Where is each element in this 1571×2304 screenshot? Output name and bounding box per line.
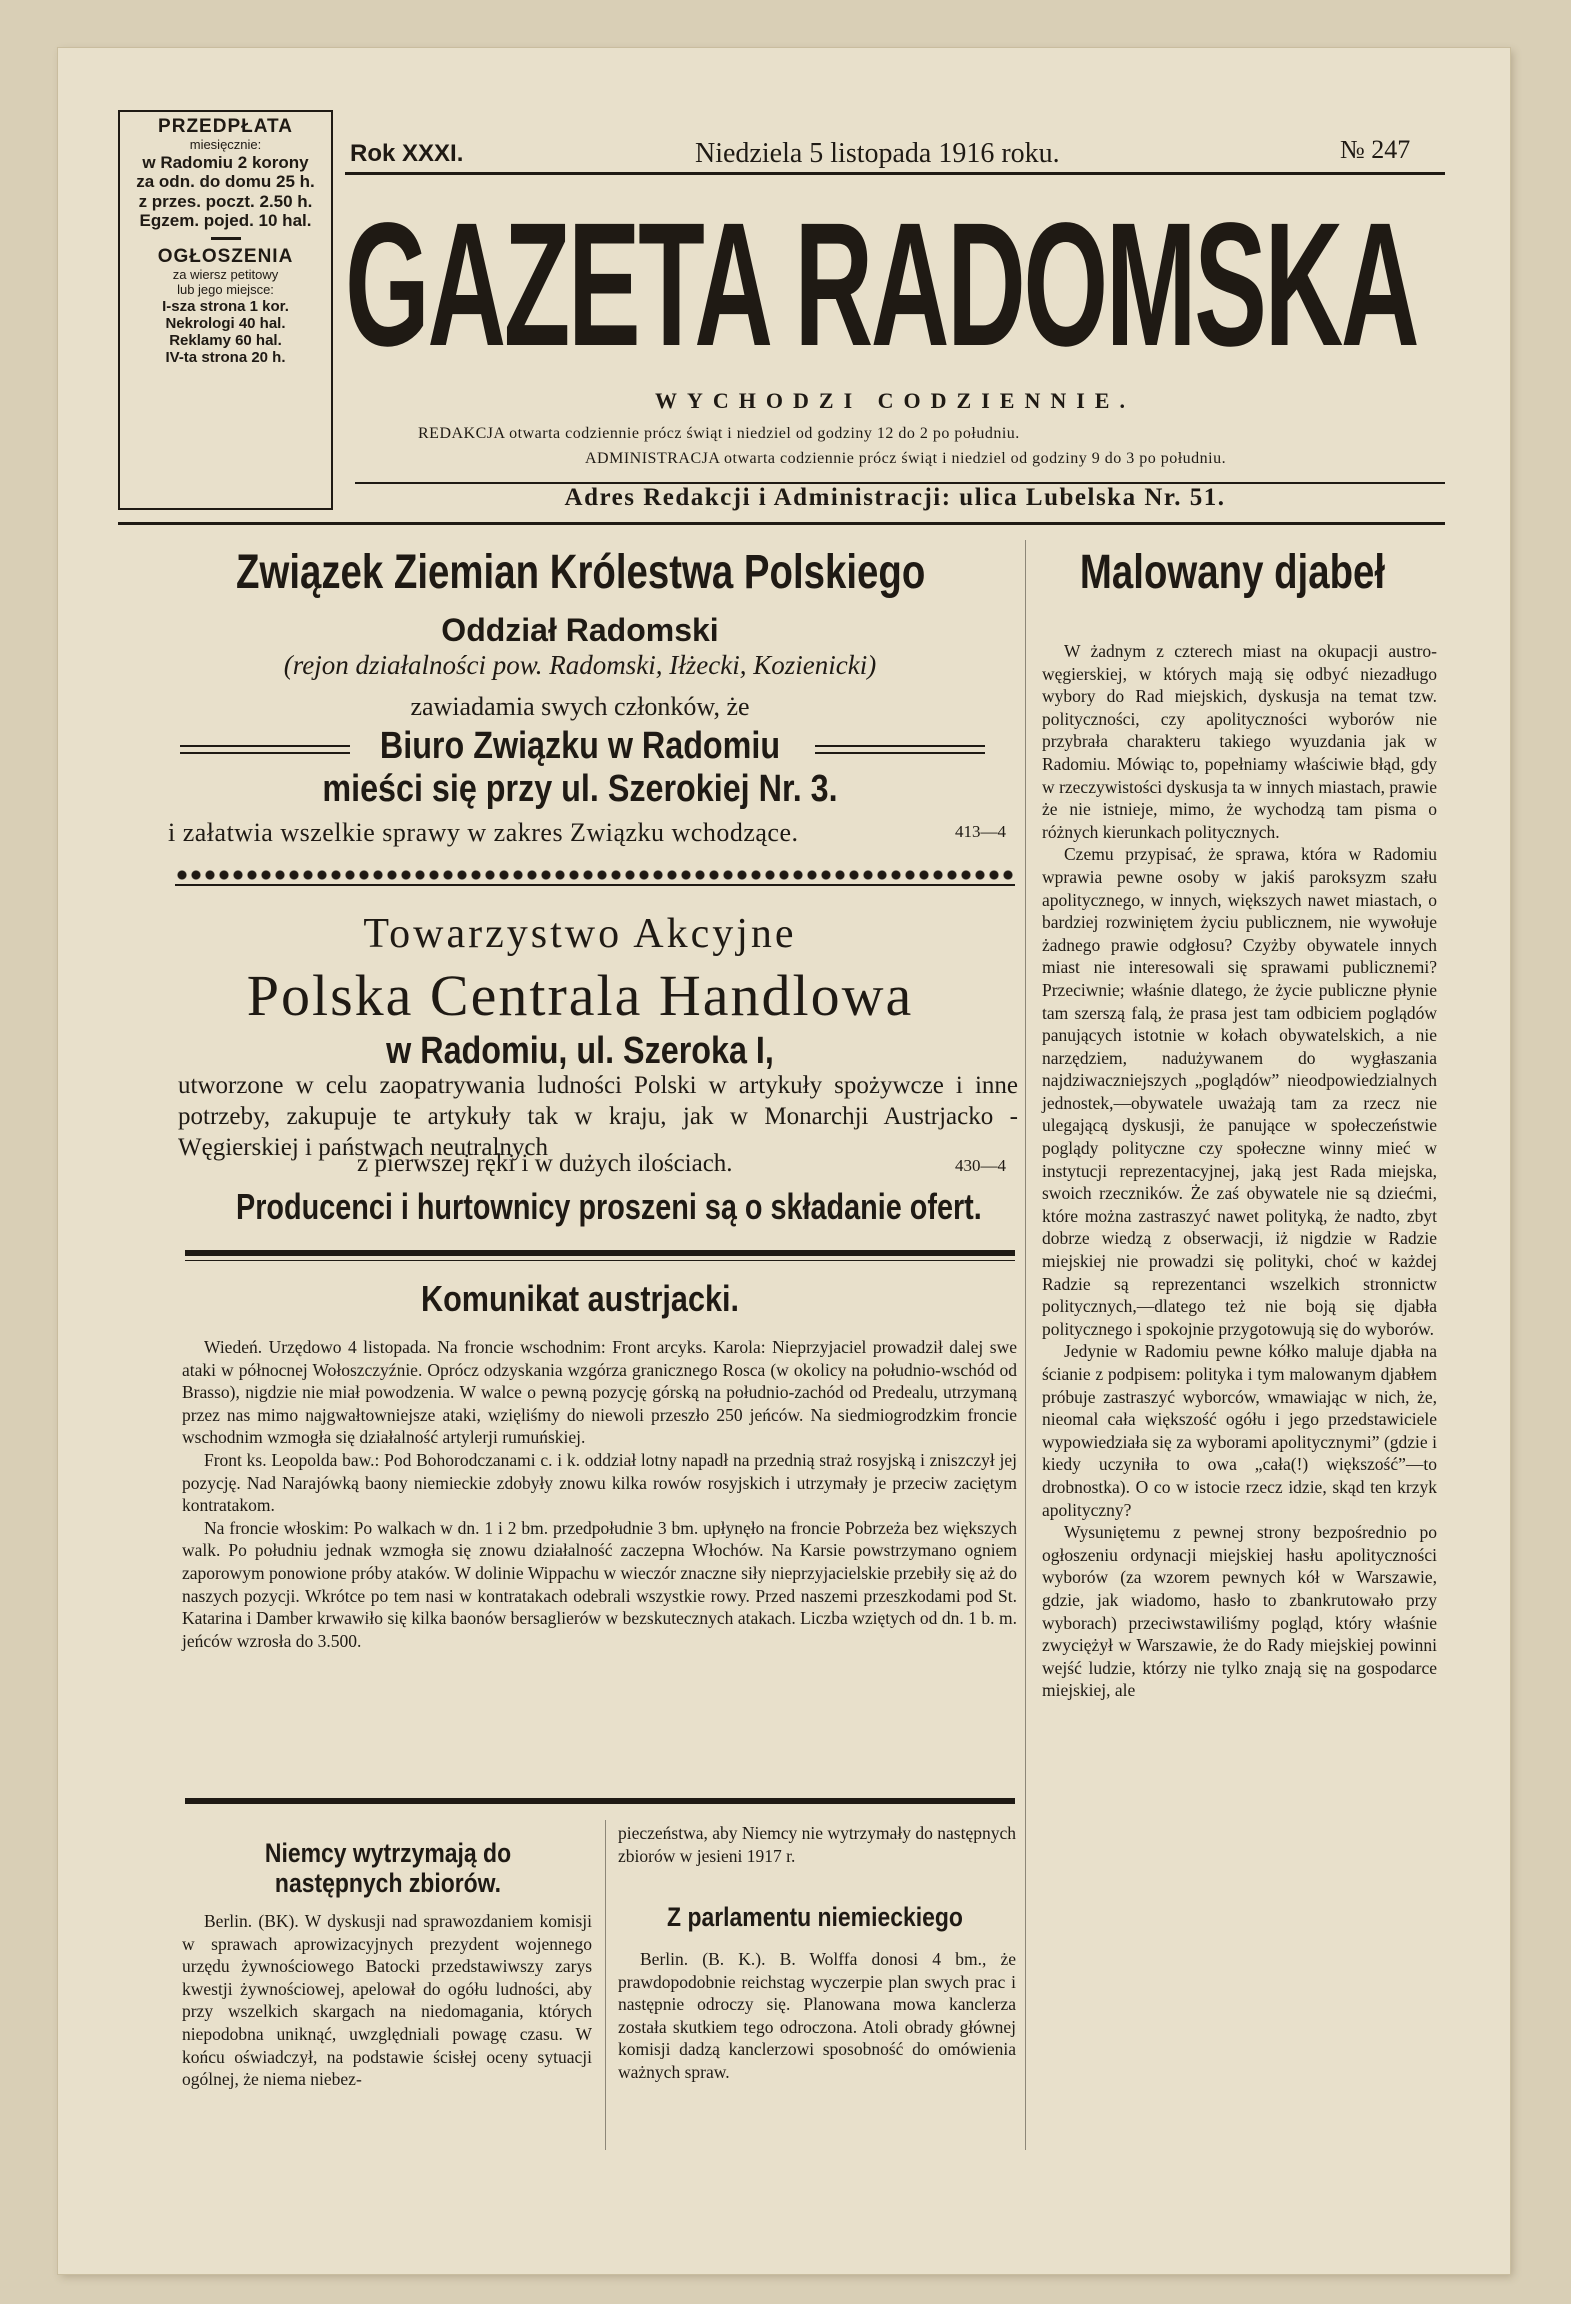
parlament-title: Z parlamentu niemieckiego (667, 1902, 963, 1932)
ad1-line1: zawiadamia swych członków, że (410, 692, 750, 721)
komunikat-paragraph: Wiedeń. Urzędowo 4 listopada. Na froncie wschodnim: Front arcyks. Karola: Nieprzyjaciel prowadził dalej swe ataki w północnej Wołoszczyźnie. Oprócz odzyskania wzgórza granicznego Rosca (w okolicy na południo-wschód od Brasso), nigdzie nie miał powodzenia. W walce o pewną pozycję górską na południo-zachód od Predealu, utrzymaną przez nas mimo najgwałtowniejsze ataki, wzięliśmy do niewoli przeszło 250 jeńców. Na siedmiogrodzkim froncie wschodnim wzmogła się działalność artylerji rumuńskiej. (182, 1337, 1017, 1448)
subscription-line: z przes. poczt. 2.50 h. (138, 191, 313, 211)
niemcy-paragraph: Berlin. (BK). W dyskusji nad sprawozdaniem komisji w sprawach aprowizacyjnych prezydent wojennego urzędu żywnościowego Batocki przedstawiwszy zarys kwestji żywnościowej, apelował do ogółu ludności, aby przy wszelkich skargach na niedomagania, których niepodobna uniknąć, uwzględniali powagę czasu. W końcu oświadczył, na podstawie ścisłej oceny sytuacji ogólnej, że niema niebez- (182, 1911, 592, 2090)
masthead-bottom-rule (118, 522, 1445, 525)
ornament-rule (175, 884, 1015, 886)
ad1-title: Związek Ziemian Królestwa Polskiego (236, 546, 926, 599)
ornamental-border (175, 868, 1015, 882)
malowany-paragraph: Jedynie w Radomiu pewne kółko maluje djabła na ścianie z podpisem: polityka i tym malowanym djabłem próbuje zastraszyć wyborców, wmawiając w nich, że, nieomal cała większość ogółu i jego przedstawiciele wypowiedziała się za wyborami apolitycznymi” (gdzie i kiedy uczyniła to owa „cała(!) większość”—to drobnostka). O co w istocie rzecz idzie, skąd ten krzyk apolityczny? (1042, 1341, 1437, 1520)
subscription-period: miesięcznie: (189, 136, 262, 152)
ad1-line4: i załatwia wszelkie sprawy w zakres Związku wchodzące. (168, 818, 799, 847)
parlament-paragraph: Berlin. (B. K.). B. Wolffa donosi 4 bm., że prawdopodobnie reichstag wyczerpie plan swych prac i następnie odroczy się. Planowana mowa kanclerza została skutkiem tego odroczona. Atoli obrady głównej komisji dadzą kanclerzowi sposobność do omówienia ważnych spraw. (618, 1949, 1016, 2082)
niemcy-continuation: pieczeństwa, aby Niemcy nie wytrzymały do następnych zbiorów w jesieni 1917 r. (618, 1823, 1016, 1866)
subscription-line: Egzem. pojed. 10 hal. (139, 211, 312, 231)
ad1-region: (rejon działalności pow. Radomski, Iłżecki, Kozienicki) (283, 650, 877, 680)
column-divider (1025, 540, 1026, 2150)
masthead-subtitle: WYCHODZI CODZIENNIE. (655, 388, 1135, 413)
malowany-title: Malowany djabeł (1079, 546, 1386, 599)
redakcja-hours: REDAKCJA otwarta codziennie prócz świąt i niedziel od godziny 12 do 2 po południu. (418, 425, 1020, 442)
ads-sub: za wiersz petitowy (172, 266, 279, 282)
subscription-line: za odn. do domu 25 h. (136, 172, 315, 192)
malowany-paragraph: W żadnym z czterech miast na okupacji austro-węgierskiej, w których mają się odbyć niezadługo wybory do Rad miejskich, dyskusja na temat tzw. polityczności, czy apolityczności wyborów nie przybrała charakteru takiego wyuzdania jak w Radomiu. Mówiąc to, popełniamy właściwie błąd, gdy w rzeczywistości dyskusja ta w innych miastach, prawie że nie istnieje, mimo, że wychodzą tam pisma o różnych kierunkach politycznych. (1042, 641, 1437, 842)
volume-label: Rok XXXI. (350, 140, 464, 167)
niemcy-title: Niemcy wytrzymają do następnych zbiorów. (264, 1838, 512, 1898)
komunikat-title: Komunikat austrjacki. (420, 1278, 740, 1319)
ad1-code: 413—4 (955, 822, 1006, 841)
ads-line: Reklamy 60 hal. (169, 332, 282, 350)
malowany-paragraph: Wysuniętemu z pewnej strony bezpośrednio po ogłoszeniu ordynacji miejskiej hasłu apolityczności wyborów (za wzorem pewnych kół w Warszawie, gdzie, jak wiadomo, hasło to zbankrutowało przy wyborach) przeciwstawiliśmy pogląd, który właśnie zwyciężył w Warszawie, że do Rady miejskiej powinni wejść ludzie, którzy nie tylko znają się na gospodarce miejskiej, ale (1042, 1522, 1437, 1701)
section-rule (185, 1798, 1015, 1804)
ad2-title3: w Radomiu, ul. Szeroka I, (386, 1030, 774, 1072)
divider (211, 237, 241, 240)
ads-line: I-sza strona 1 kor. (162, 297, 289, 315)
section-rule (185, 1250, 1015, 1256)
ad2-body: utworzone w celu zaopatrywania ludności Polski w artykuły spożywcze i inne potrzeby, zakupuje te artykuły tak w kraju, jak w Monarchji Austrjacko - Węgierskiej i państwach neutralnych (178, 1072, 1018, 1161)
komunikat-paragraph: Front ks. Leopolda baw.: Pod Bohorodczanami c. i k. oddział lotny napadł na przednią straż rosyjską i zniszczył jej pozycję. Nad Narajówką baony niemieckie zdobyły znowu kilka rowów rosyjskich i utrzymały je przeciw zaciętym kontratakom. (182, 1449, 1017, 1516)
administracja-hours: ADMINISTRACJA otwarta codziennie prócz świąt i niedziel od godziny 9 do 3 po południu. (585, 450, 1227, 467)
ad2-body-last: z pierwszej ręki i w dużych ilościach. (357, 1150, 733, 1177)
address-line: Adres Redakcji i Administracji: ulica Lubelska Nr. 51. (564, 484, 1226, 511)
ad2-code: 430—4 (955, 1156, 1006, 1175)
ads-line: Nekrologi 40 hal. (165, 314, 286, 332)
subscription-box (118, 110, 333, 510)
ads-line: IV-ta strona 20 h. (165, 349, 286, 367)
subscription-title: PRZEDPŁATA (158, 116, 293, 137)
ad2-footer: Producenci i hurtownicy proszeni są o składanie ofert. (236, 1186, 982, 1227)
ads-title: OGŁOSZENIA (157, 245, 294, 267)
komunikat-body (182, 1336, 1017, 1652)
parlament-body (618, 1948, 1016, 2084)
subcolumn-divider (605, 1820, 606, 2150)
masthead-title: GAZETA RADOMSKA (345, 187, 1418, 383)
ad2-title2: Polska Centrala Handlowa (246, 963, 914, 1028)
issue-date: Niedziela 5 listopada 1916 roku. (695, 138, 1060, 169)
ads-sub: lub jego miejsce: (177, 281, 274, 297)
top-rule (345, 172, 1445, 175)
malowany-body (1042, 640, 1437, 1702)
niemcy-body (182, 1910, 592, 2091)
section-rule-thin (185, 1260, 1015, 1261)
malowany-paragraph: Czemu przypisać, że sprawa, która w Radomiu wprawia pewne osoby w jakiś paroksyzm szału apolitycznego, w innych, większych nawet miastach, o bardziej rozwiniętem życiu publicznem, nie wywołuje żadnego prawie odgłosu? Czyżby obywatele innych miast nie interesowali się sprawami publicznemi? Przeciwnie; właśnie dlatego, że życie publiczne płynie tam szerszą falą, że prasa jest tam odbiciem poglądów panujących istotnie w kołach obywatelskich, a nie narzędziem, nadużywanem do wygłaszania najdziwaczniejszych „poglądów” nieodpowiedzialnych jednostek,—obywatele uważają tam za rzecz nie ulegającą dyskusji, że panujące w społeczeństwie poglądy polityczne czy społeczne winny mieć w instytucji reprezentacyjnej, jaką jest Rada miejska, swoich rzeczników. Że zaś obywatele nie są dziećmi, które można zastraszyć nawet polityką, że nadto, zbyt dobrze wiedzą z obserwacji, iż nigdzie w Radzie miejskiej nie prowadzi się polityki, choć w każdej Radzie są reprezentanci wszelkich stronnictw politycznych,—dlatego też nie boją się djabła politycznego i spokojnie przygotowują się do wyborów. (1042, 844, 1437, 1339)
issue-number: № 247 (1340, 135, 1411, 164)
ad1-department: Oddział Radomski (441, 612, 719, 648)
subscription-line: w Radomiu 2 korony (142, 152, 309, 172)
komunikat-paragraph: Na froncie włoskim: Po walkach w dn. 1 i 2 bm. przedpołudnie 3 bm. upłynęło na froncie Pobrzeża bez większych walk. Po południu jednak wzmogła się znowu działalność zaczepna Włochów. Na Karsie powstrzymano ogniem zaporowym ponowione próby ataków. W dolinie Wippachu w wieczór znaczne siły nieprzyjacielskie przebiły się aż do naszych pozycji. Wkrótce po tem nasi w kontratakach odebrali wszystkie rowy. Przed naszemi przeszkodami pod St. Katarina i Damber krwawiło się kilka baonów bersaglierów w bezskutecznych atakach. Liczba wziętych od dn. 1 b. m. jeńców wzrosła do 3.500. (182, 1517, 1017, 1651)
ad1-line3: mieści się przy ul. Szerokiej Nr. 3. (322, 768, 838, 810)
ad2-title1: Towarzystwo Akcyjne (363, 911, 797, 957)
ad1-line2: Biuro Związku w Radomiu (379, 725, 781, 767)
